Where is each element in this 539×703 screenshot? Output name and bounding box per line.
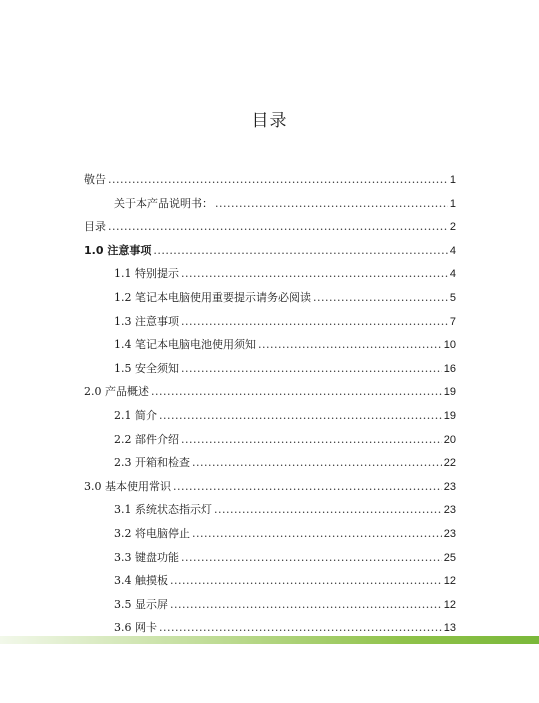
toc-entry-page-number: 10 bbox=[443, 339, 456, 352]
toc-entry-page-number: 1 bbox=[449, 197, 456, 210]
toc-entry-page-number: 12 bbox=[443, 575, 456, 588]
toc-entry[interactable] bbox=[84, 289, 456, 313]
toc-entry-label: 敬告 bbox=[84, 173, 106, 186]
toc-entry-page-number: 13 bbox=[443, 622, 456, 635]
toc-entry[interactable] bbox=[84, 454, 456, 478]
toc-dot-leader bbox=[181, 315, 448, 328]
footer-decorative-bar bbox=[0, 636, 539, 644]
toc-dot-leader bbox=[258, 338, 442, 351]
toc-entry-page-number: 20 bbox=[443, 433, 456, 446]
toc-entry-page-number: 4 bbox=[449, 244, 456, 257]
toc-dot-leader bbox=[108, 173, 448, 186]
toc-entry[interactable] bbox=[84, 525, 456, 549]
toc-entry-page-number: 4 bbox=[449, 268, 456, 281]
toc-dot-leader bbox=[108, 220, 448, 233]
toc-dot-leader bbox=[153, 244, 448, 257]
toc-entry[interactable] bbox=[84, 218, 456, 242]
toc-dot-leader bbox=[313, 291, 448, 304]
toc-entry[interactable] bbox=[84, 572, 456, 596]
toc-entry-label: 3.6 网卡 bbox=[114, 621, 157, 635]
toc-entry[interactable] bbox=[84, 336, 456, 360]
toc-dot-leader bbox=[192, 527, 442, 540]
toc-entry-label: 3.2 将电脑停止 bbox=[114, 526, 190, 540]
toc-entry[interactable] bbox=[84, 360, 456, 384]
toc-entry[interactable] bbox=[84, 242, 456, 266]
toc-entry-label: 3.3 键盘功能 bbox=[114, 550, 179, 564]
toc-dot-leader bbox=[159, 621, 442, 634]
toc-entry-label: 关于本产品说明书： bbox=[114, 196, 213, 210]
table-of-contents bbox=[84, 171, 456, 643]
toc-entry-label: 1.2 笔记本电脑使用重要提示请务必阅读 bbox=[114, 290, 311, 304]
toc-entry[interactable] bbox=[84, 478, 456, 502]
toc-entry[interactable] bbox=[84, 265, 456, 289]
toc-entry-page-number: 2 bbox=[449, 221, 456, 234]
toc-entry[interactable] bbox=[84, 407, 456, 431]
toc-entry-page-number: 25 bbox=[443, 551, 456, 564]
toc-entry-page-number: 16 bbox=[443, 362, 456, 375]
toc-entry-label: 3.5 显示屏 bbox=[114, 597, 168, 611]
toc-entry[interactable] bbox=[84, 501, 456, 525]
toc-entry-label: 2.1 简介 bbox=[114, 408, 157, 422]
toc-entry-page-number: 23 bbox=[443, 504, 456, 517]
toc-entry-page-number: 5 bbox=[449, 291, 456, 304]
toc-dot-leader bbox=[192, 456, 442, 469]
toc-dot-leader bbox=[181, 362, 442, 375]
toc-entry[interactable] bbox=[84, 195, 456, 219]
toc-entry[interactable] bbox=[84, 313, 456, 337]
toc-entry-label: 目录 bbox=[84, 220, 106, 234]
toc-entry-label: 1.4 笔记本电脑电池使用须知 bbox=[114, 338, 256, 352]
toc-dot-leader bbox=[215, 197, 448, 210]
toc-entry-label: 1.5 安全须知 bbox=[114, 361, 179, 375]
toc-entry-page-number: 23 bbox=[443, 480, 456, 493]
toc-entry[interactable] bbox=[84, 549, 456, 573]
toc-entry[interactable] bbox=[84, 171, 456, 195]
toc-entry[interactable] bbox=[84, 383, 456, 407]
toc-entry-page-number: 23 bbox=[443, 527, 456, 540]
page-title: 目录 bbox=[251, 111, 288, 131]
toc-entry-label: 1.0 注意事项 bbox=[84, 243, 152, 257]
toc-entry-page-number: 12 bbox=[443, 598, 456, 611]
toc-dot-leader bbox=[170, 598, 442, 611]
toc-dot-leader bbox=[181, 267, 448, 280]
toc-dot-leader bbox=[173, 480, 442, 493]
toc-dot-leader bbox=[151, 385, 442, 398]
toc-dot-leader bbox=[181, 551, 442, 564]
toc-entry[interactable] bbox=[84, 431, 456, 455]
toc-entry-label: 3.4 触摸板 bbox=[114, 574, 168, 588]
toc-entry-page-number: 19 bbox=[443, 409, 456, 422]
toc-entry-label: 2.3 开箱和检查 bbox=[114, 456, 190, 470]
toc-entry-label: 2.0 产品概述 bbox=[84, 385, 149, 399]
toc-dot-leader bbox=[181, 433, 442, 446]
toc-dot-leader bbox=[159, 409, 442, 422]
toc-entry-page-number: 1 bbox=[449, 174, 456, 186]
toc-entry-label: 3.0 基本使用常识 bbox=[84, 479, 171, 493]
toc-entry-page-number: 19 bbox=[443, 386, 456, 399]
toc-entry-label: 2.2 部件介绍 bbox=[114, 432, 179, 446]
toc-dot-leader bbox=[214, 503, 442, 516]
toc-entry-label: 1.1 特别提示 bbox=[114, 267, 179, 281]
toc-entry-label: 1.3 注意事项 bbox=[114, 314, 179, 328]
toc-dot-leader bbox=[170, 574, 442, 587]
toc-entry-page-number: 22 bbox=[443, 457, 456, 470]
toc-entry-page-number: 7 bbox=[449, 315, 456, 328]
toc-entry-label: 3.1 系统状态指示灯 bbox=[114, 503, 212, 517]
toc-entry[interactable] bbox=[84, 596, 456, 620]
